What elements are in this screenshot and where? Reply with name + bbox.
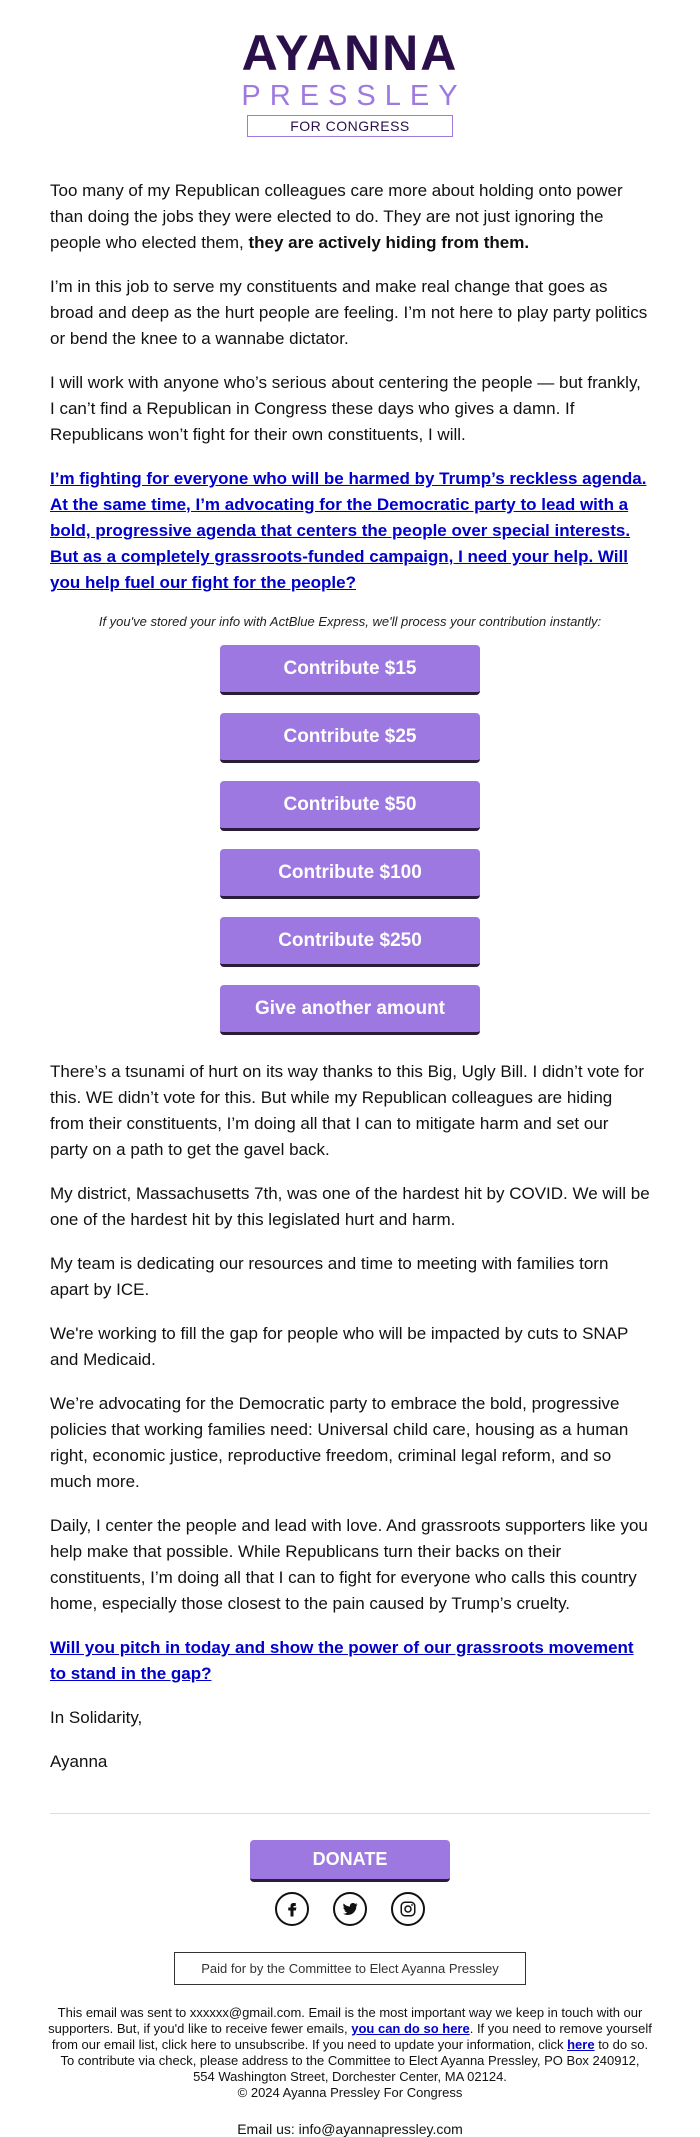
pitch-in-cta-link[interactable]: Will you pitch in today and show the power of our grassroots movement to stand in the gap? [50, 1638, 634, 1683]
copyright: © 2024 Ayanna Pressley For Congress [237, 2085, 463, 2100]
twitter-icon[interactable] [333, 1892, 367, 1926]
actblue-express-note: If you've stored your info with ActBlue Express, we'll process your contribution instantly: [98, 614, 602, 629]
update-info-link[interactable]: here [567, 2037, 595, 2052]
contribute-250-button[interactable]: Contribute $250 [220, 917, 480, 967]
footer-divider [50, 1813, 650, 1814]
intro-paragraph-1-text: Too many of my Republican colleagues care more about holding onto power than doing the jobs they were elected to do. They are not just ignoring the people who elected them, [50, 181, 623, 252]
instagram-icon[interactable] [391, 1892, 425, 1926]
social-links [0, 1892, 700, 1926]
contribute-100-button[interactable]: Contribute $100 [220, 849, 480, 899]
body-paragraph-1: There’s a tsunami of hurt on its way thanks to this Big, Ugly Bill. I didn’t vote for this. WE didn’t vote for this. But while my Republican colleagues are hiding from their constituents, I’m doing all that I can to mitigate harm and set our party on a path to get the gavel back. [50, 1062, 645, 1159]
donate-section [0, 1840, 700, 1882]
body-paragraph-5: We’re advocating for the Democratic party to embrace the bold, progressive policies that working families need: Universal child care, housing as a human right, economic justice, reproductive freedom, criminal legal reform, and so much more. [50, 1394, 629, 1491]
contribution-buttons [50, 645, 650, 1053]
body-paragraph-4: We're working to fill the gap for people who will be impacted by cuts to SNAP and Medicaid. [50, 1324, 629, 1369]
give-another-amount-button[interactable]: Give another amount [220, 985, 480, 1035]
donate-button[interactable]: DONATE [250, 1840, 450, 1882]
email-body [0, 178, 700, 1814]
body-paragraph-3: My team is dedicating our resources and time to meeting with families torn apart by ICE. [50, 1254, 609, 1299]
logo-first-name: AYANNA [241, 25, 459, 81]
logo-tagline: FOR CONGRESS [247, 115, 453, 137]
contribute-15-button[interactable]: Contribute $15 [220, 645, 480, 695]
intro-paragraph-1 [50, 178, 650, 256]
campaign-logo[interactable] [0, 0, 700, 134]
footer-notice-a: This email was sent to xxxxxx@gmail.com. Email is the most important way we keep in touch with our supporters. But, if you'd like to receive fewer emails, [48, 2005, 643, 2036]
paid-for-disclaimer: Paid for by the Committee to Elect Ayanna Pressley [174, 1952, 525, 1985]
body-paragraph-6: Daily, I center the people and lead with love. And grassroots supporters like you help make that possible. While Republicans turn their backs on their constituents, I’m doing all that I can to fight for everyone who calls this country home, especially those closest to the pain caused by Trump’s cruelty. [50, 1516, 648, 1613]
signoff: In Solidarity, [50, 1708, 143, 1727]
fewer-emails-link[interactable]: you can do so here [351, 2021, 470, 2036]
contribute-50-button[interactable]: Contribute $50 [220, 781, 480, 831]
email-us-line: Email us: info@ayannapressley.com [237, 2121, 463, 2137]
logo-last-name: PRESSLEY [241, 80, 467, 112]
intro-paragraph-2: I’m in this job to serve my constituents and make real change that goes as broad and deep as the hurt people are feeling. I’m not here to play party politics or bend the knee to a wannabe dictator. [50, 277, 648, 348]
intro-paragraph-3: I will work with anyone who’s serious about centering the people — but frankly, I can’t find a Republican in Congress these days who gives a damn. If Republicans won’t fight for their own constituents, I will. [50, 373, 641, 444]
footer-notice-c: to do so. To contribute via check, please address to the Committee to Elect Ayanna Pressley, PO Box 240912, 554 Washington Street, Dorchester Center, MA 02124. [60, 2037, 649, 2084]
footer-notice-b: . If you need to remove yourself from our email list, click here to unsubscribe. If you need to update your information, click [51, 2021, 652, 2052]
fight-cta-link[interactable]: I’m fighting for everyone who will be harmed by Trump’s reckless agenda. At the same time, I’m advocating for the Democratic party to lead with a bold, progressive agenda that centers the people over special interests. But as a completely grassroots-funded campaign, I need your help. Will you help fuel our fight for the people? [50, 469, 647, 592]
signature: Ayanna [50, 1752, 108, 1771]
paid-for-section [0, 1952, 700, 1985]
facebook-icon[interactable] [275, 1892, 309, 1926]
contribute-25-button[interactable]: Contribute $25 [220, 713, 480, 763]
intro-paragraph-1-bold: they are actively hiding from them. [248, 233, 530, 252]
footer-notice [0, 2005, 700, 2101]
body-paragraph-2: My district, Massachusetts 7th, was one of the hardest hit by COVID. We will be one of the hardest hit by this legislated hurt and harm. [50, 1184, 650, 1229]
